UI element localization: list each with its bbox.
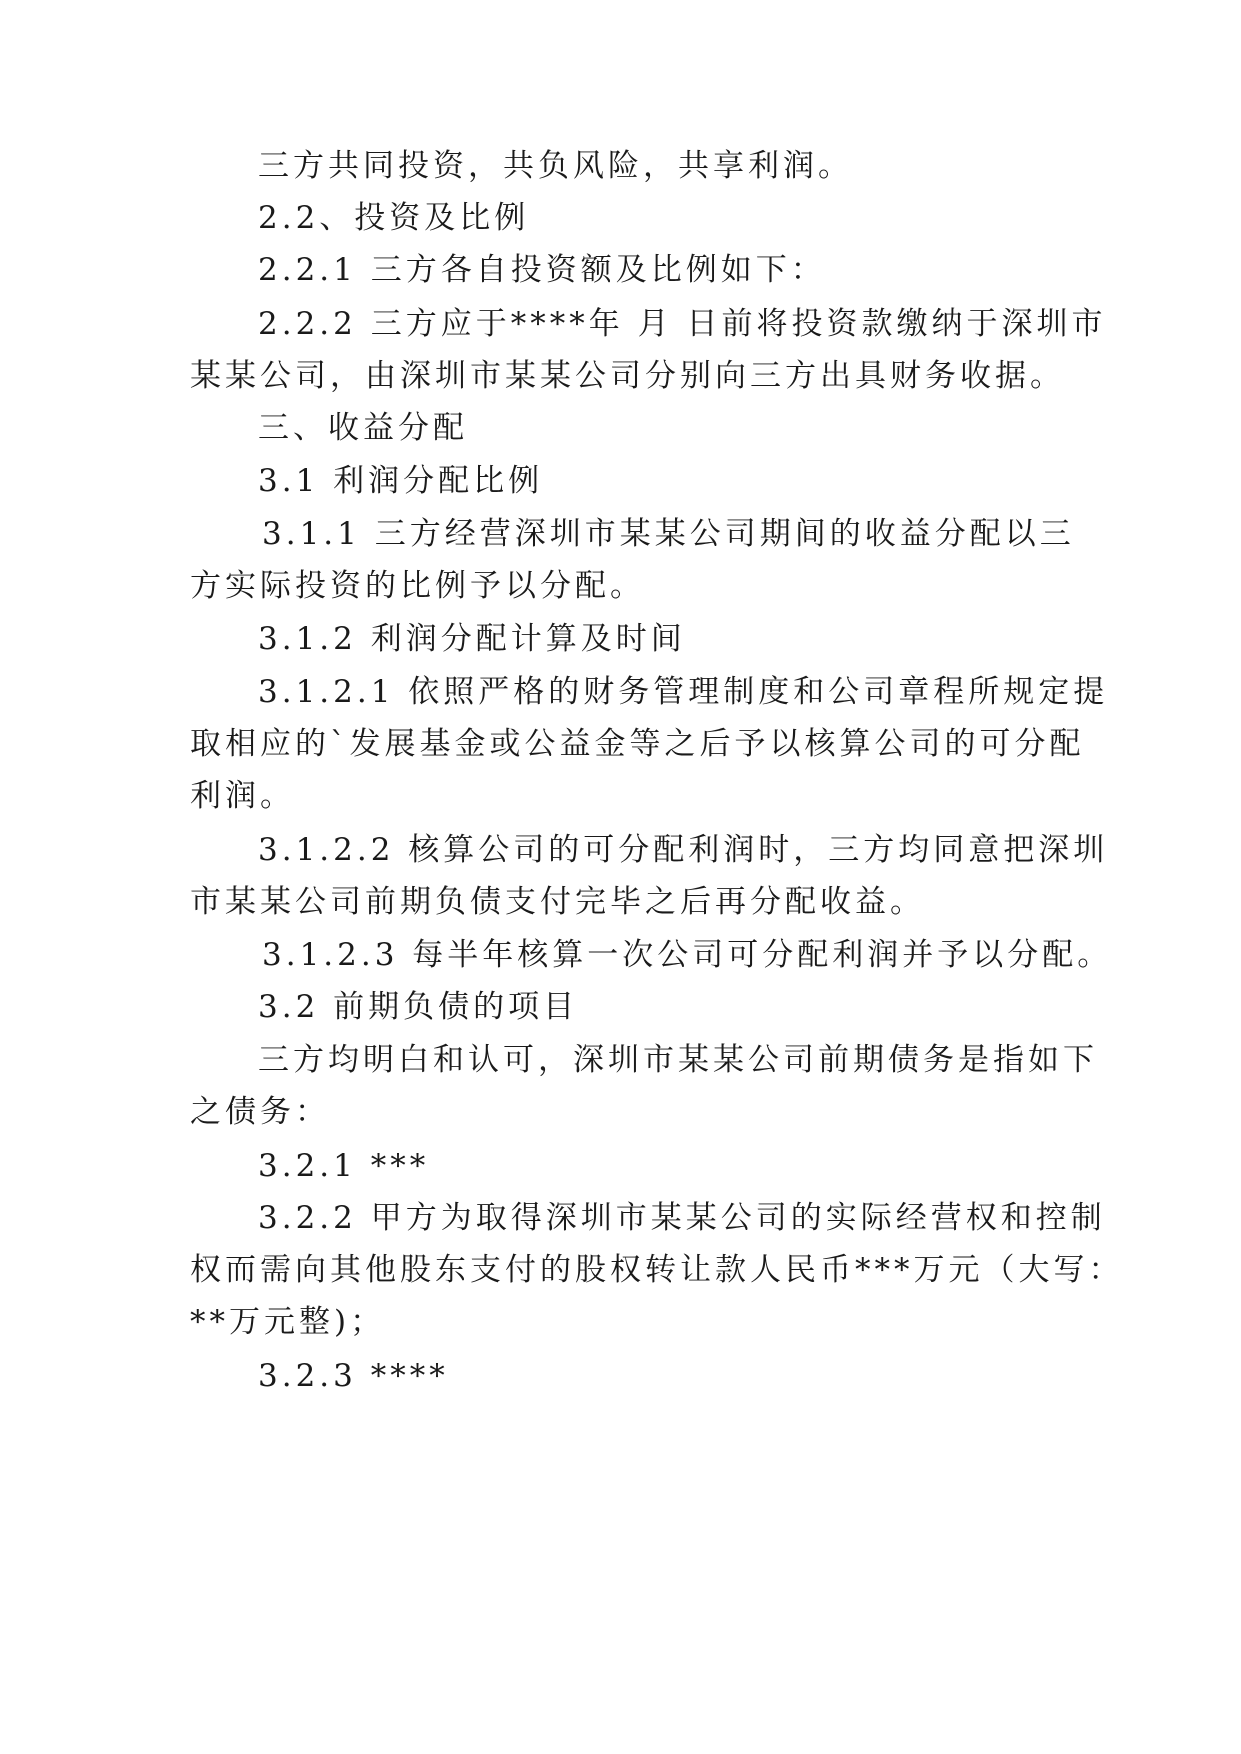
paragraph-line: 权而需向其他股东支付的股权转让款人民币***万元（大写：: [190, 1252, 1124, 1288]
paragraph-line: 3.1.2.3 每半年核算一次公司可分配利润并予以分配。: [262, 937, 1113, 973]
paragraph-line: 3.1.2.1 依照严格的财务管理制度和公司章程所规定提: [258, 674, 1109, 710]
section-heading: 3.2 前期负债的项目: [258, 989, 579, 1025]
paragraph-line: 2.2.2 三方应于****年 月 日前将投资款缴纳于深圳市: [258, 306, 1107, 342]
paragraph-line: 3.1.2.2 核算公司的可分配利润时，三方均同意把深圳: [258, 832, 1109, 868]
paragraph-line: 3.2.2 甲方为取得深圳市某某公司的实际经营权和控制: [258, 1200, 1106, 1236]
paragraph-line: 某某公司，由深圳市某某公司分别向三方出具财务收据。: [190, 358, 1065, 394]
paragraph-line: 三方均明白和认可，深圳市某某公司前期债务是指如下: [258, 1042, 1098, 1078]
paragraph-line: 3.2.3 ****: [258, 1358, 449, 1394]
paragraph-line: 3.2.1 ***: [258, 1148, 430, 1184]
paragraph-line: 之债务：: [190, 1094, 330, 1130]
paragraph-line: 利润。: [190, 778, 295, 814]
paragraph-line: 3.1.1 三方经营深圳市某某公司期间的收益分配以三: [262, 516, 1075, 552]
paragraph-line: **万元整)；: [190, 1304, 386, 1340]
section-heading: 2.2、投资及比例: [258, 200, 530, 236]
paragraph-line: 方实际投资的比例予以分配。: [190, 568, 645, 604]
paragraph-line: 市某某公司前期负债支付完毕之后再分配收益。: [190, 884, 925, 920]
section-heading: 3.1.2 利润分配计算及时间: [258, 621, 686, 657]
section-heading: 三、收益分配: [258, 410, 468, 446]
paragraph-line: 三方共同投资，共负风险，共享利润。: [258, 148, 853, 184]
paragraph-line: 2.2.1 三方各自投资额及比例如下：: [258, 252, 826, 288]
section-heading: 3.1 利润分配比例: [258, 463, 544, 499]
paragraph-line: 取相应的`发展基金或公益金等之后予以核算公司的可分配: [190, 726, 1085, 762]
